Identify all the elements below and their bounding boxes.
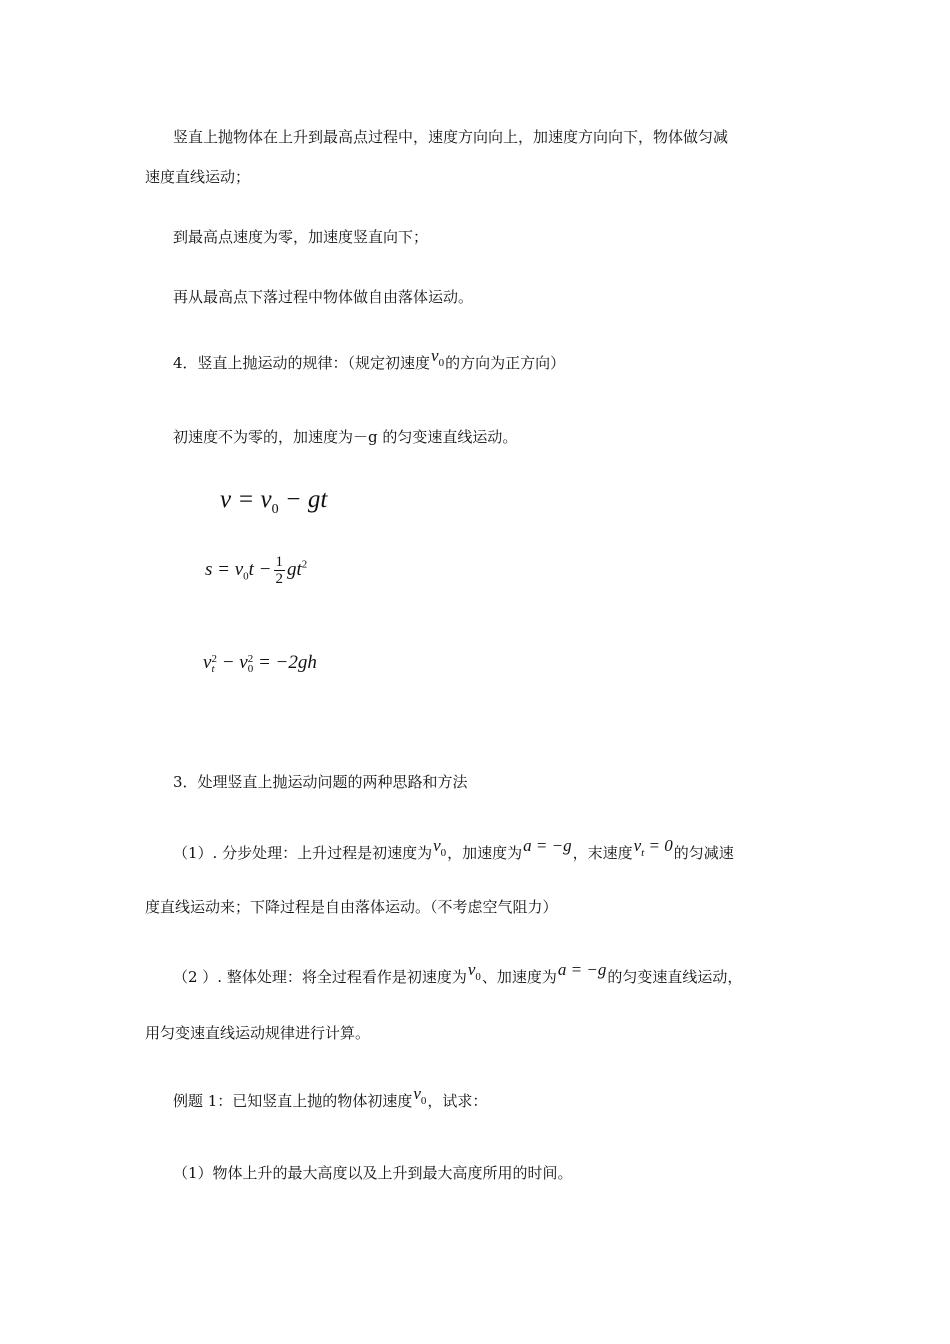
symbol-v0: $v_0$ xyxy=(413,1084,427,1108)
equation-displacement: $s = v_0t$ − $\frac{1}{2}$ $gt^2$ xyxy=(205,554,308,587)
paragraph: 到最高点速度为零，加速度竖直向下； xyxy=(173,228,429,246)
symbol-a-eq-minus-g: a = −g xyxy=(557,960,607,979)
text-segment: 4．竖直上抛运动的规律：（规定初速度 xyxy=(173,354,431,372)
paragraph-method-1: （1）. 分步处理：上升过程是初速度为$v_0$，加速度为a = −g，末速度$v_t = 0$的匀减速 xyxy=(173,836,734,862)
paragraph-line: 度直线运动来；下降过程是自由落体运动。（不考虑空气阻力） xyxy=(145,898,558,916)
fraction-one-half: $\frac{1}{2}$ xyxy=(275,554,284,587)
paragraph: 初速度不为零的，加速度为－g 的匀变速直线运动。 xyxy=(173,428,518,446)
equation-velocity: $v = v_0$ − gt xyxy=(220,486,328,517)
text-segment: 的方向为正方向） xyxy=(445,354,566,372)
paragraph: 再从最高点下落过程中物体做自由落体运动。 xyxy=(173,288,474,306)
paragraph-rules-heading xyxy=(173,346,566,379)
symbol-v0: $v_0$ xyxy=(467,960,481,984)
symbol-v0: $v_0$ xyxy=(431,346,445,370)
paragraph-line: 用匀变速直线运动规律进行计算。 xyxy=(145,1024,371,1042)
paragraph-line: 速度直线运动； xyxy=(145,168,251,186)
equation-velocity-squared: v 2 t − v 2 0 = −2gh xyxy=(203,652,317,675)
paragraph-method-2: （2 ）. 整体处理：将全过程看作是初速度为$v_0$、加速度为a = −g的匀变速直线运动， xyxy=(173,960,743,986)
paragraph-line: 竖直上抛物体在上升到最高点过程中，速度方向向上，加速度方向向下，物体做匀减 xyxy=(173,128,729,146)
section-heading: 3．处理竖直上抛运动问题的两种思路和方法 xyxy=(173,773,468,791)
symbol-a-eq-minus-g: a = −g xyxy=(523,836,572,855)
example-heading: 例题 1：已知竖直上抛的物体初速度$v_0$，试求： xyxy=(173,1084,488,1110)
symbol-v0: $v_0$ xyxy=(433,836,447,860)
example-question-1: （1）物体上升的最大高度以及上升到最大高度所用的时间。 xyxy=(173,1164,573,1182)
symbol-vt-eq-zero: $v_t = 0$ xyxy=(633,836,673,860)
